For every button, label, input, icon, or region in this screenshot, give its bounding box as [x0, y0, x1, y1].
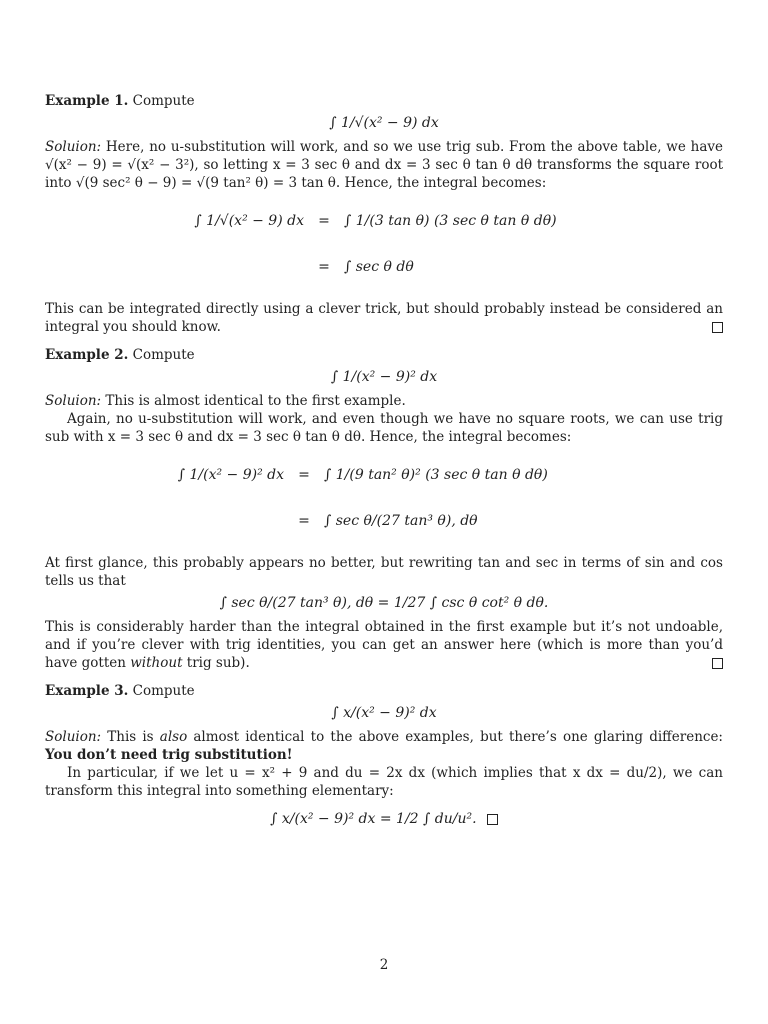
align-row — [144, 244, 624, 290]
page-number: 2 — [379, 957, 389, 973]
solution-bold: You don’t need trig substitution! — [45, 747, 293, 763]
closing-text: This can be integrated directly using a clever trick, but should probably instead be considered an integral you should know. — [45, 301, 723, 335]
example-3-label: Example 3. — [45, 683, 129, 699]
example-2-integral-formula: ∫ 1/(x² − 9)² dx — [330, 369, 438, 385]
closing-emphasis: without — [130, 655, 183, 671]
qed-box-icon — [712, 322, 723, 333]
align-eq: = — [298, 513, 310, 529]
example-3-solution — [45, 728, 723, 764]
closing-text-end: trig sub). — [182, 655, 250, 671]
example-2-solution-cont — [45, 410, 723, 446]
final-formula: ∫ x/(x² − 9)² dx = 1/2 ∫ du/u². — [270, 811, 477, 827]
align-row — [124, 452, 644, 498]
example-2-label: Example 2. — [45, 347, 129, 363]
example-2-prompt: Compute — [132, 347, 195, 363]
middle-formula: ∫ sec θ/(27 tan³ θ), dθ = 1/27 ∫ csc θ cot² θ dθ. — [219, 595, 549, 611]
example-3-integral — [45, 704, 723, 722]
example-2-heading — [45, 346, 723, 364]
align-rhs: ∫ sec θ dθ — [344, 259, 414, 275]
example-1-label: Example 1. — [45, 93, 129, 109]
example-1-integral-formula: ∫ 1/√(x² − 9) dx — [329, 115, 439, 131]
qed-box-icon — [712, 658, 723, 669]
align-rhs: ∫ 1/(3 tan θ) (3 sec θ tan θ dθ) — [344, 213, 557, 229]
example-2-align — [124, 452, 644, 544]
solution-label: Soluion: — [45, 729, 102, 745]
example-1-align — [144, 198, 624, 290]
example-1-prompt: Compute — [132, 93, 195, 109]
example-1-integral — [45, 114, 723, 132]
example-1-heading — [45, 92, 723, 110]
solution-label: Soluion: — [45, 393, 102, 409]
solution-text: This is — [107, 729, 160, 745]
middle-text: At first glance, this probably appears no better, but rewriting tan and sec in terms of sin and cos tells us that — [45, 555, 723, 589]
solution-text: This is almost identical to the first example. — [105, 393, 406, 409]
example-2-solution — [45, 392, 723, 410]
example-3-prompt: Compute — [132, 683, 195, 699]
example-3-solution-cont — [45, 764, 723, 800]
solution-text: In particular, if we let u = x² + 9 and du = 2x dx (which implies that x dx = du/2), we can transform this integral into something elementary: — [45, 765, 723, 799]
align-eq: = — [318, 213, 330, 229]
page-body — [45, 92, 723, 834]
align-row — [124, 498, 644, 544]
align-rhs: ∫ 1/(9 tan² θ)² (3 sec θ tan θ dθ) — [324, 467, 548, 483]
solution-text: Here, no u-substitution will work, and so we use trig sub. From the above table, we have √(x² − 9) = √(x² − 3²), so letting x = 3 sec θ and dx = 3 sec θ tan θ dθ transforms the square root into √(9 sec² θ − 9) = √(9 tan² θ) = 3 tan θ. Hence, the integral becomes: — [45, 139, 723, 191]
example-3-integral-formula: ∫ x/(x² − 9)² dx — [331, 705, 437, 721]
solution-emphasis: also — [159, 729, 188, 745]
align-rhs: ∫ sec θ/(27 tan³ θ), dθ — [324, 513, 478, 529]
example-2-middle — [45, 554, 723, 590]
closing-text: This is considerably harder than the integral obtained in the first example but it’s not undoable, and if you’re clever with trig identities, you can get an answer here (which is more than you’d have gotten — [45, 619, 723, 671]
example-1-closing — [45, 300, 723, 336]
align-eq: = — [318, 259, 330, 275]
example-3-final — [45, 810, 723, 828]
example-1-solution — [45, 138, 723, 192]
solution-text-cont: almost identical to the above examples, but there’s one glaring difference: — [187, 729, 723, 745]
qed-box-icon — [487, 814, 498, 825]
align-lhs: ∫ 1/√(x² − 9) dx — [194, 213, 304, 229]
example-3-heading — [45, 682, 723, 700]
align-eq: = — [298, 467, 310, 483]
align-row — [144, 198, 624, 244]
solution-label: Soluion: — [45, 139, 102, 155]
align-lhs: ∫ 1/(x² − 9)² dx — [177, 467, 284, 483]
example-2-integral — [45, 368, 723, 386]
solution-text: Again, no u-substitution will work, and even though we have no square roots, we can use trig sub with x = 3 sec θ and dx = 3 sec θ tan θ dθ. Hence, the integral becomes: — [45, 411, 723, 445]
example-2-closing — [45, 618, 723, 672]
example-2-middle-formula — [45, 594, 723, 612]
